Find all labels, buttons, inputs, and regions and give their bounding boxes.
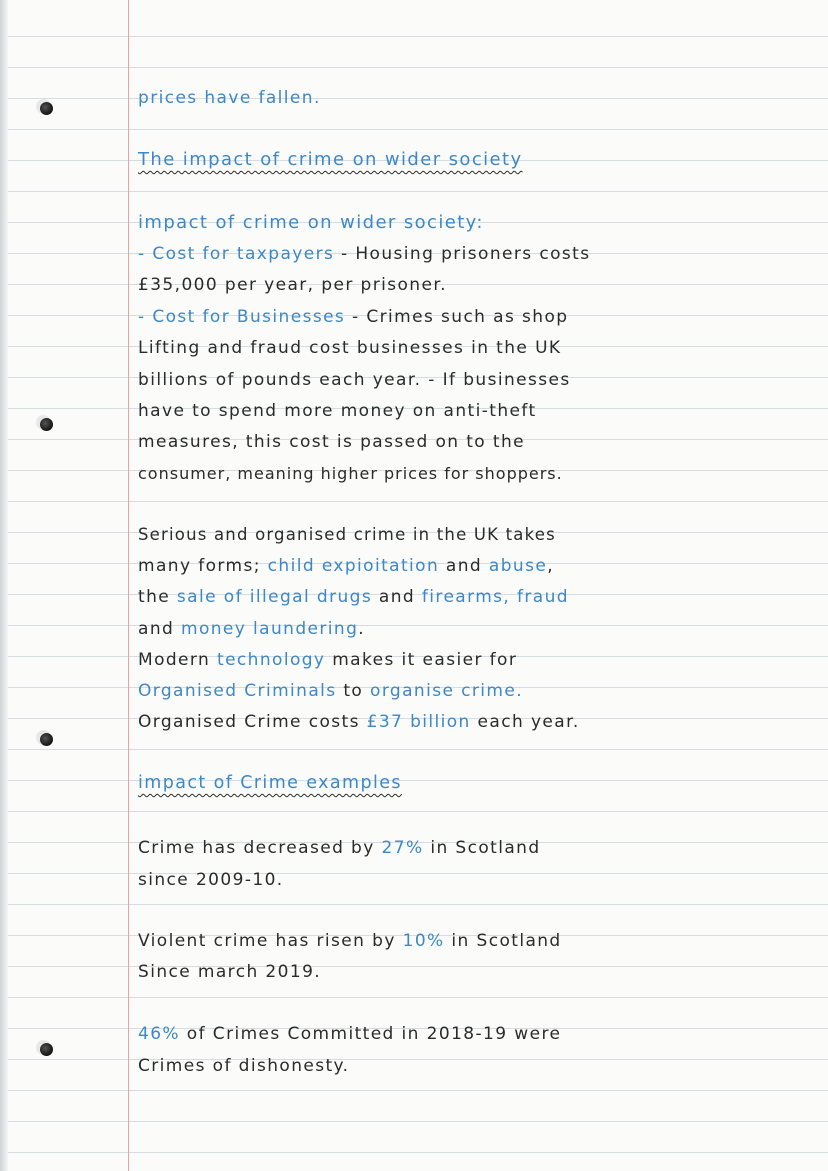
note-line: [138, 432, 525, 452]
punch-hole-1: [40, 102, 53, 115]
text-run: the: [138, 587, 177, 607]
note-line: [138, 587, 569, 607]
note-line: [138, 619, 365, 639]
text-run: billions of pounds each year. - If businesses: [138, 370, 571, 390]
text-run: consumer, meaning higher prices for shoppers.: [138, 464, 563, 483]
text-run: Crimes of dishonesty.: [138, 1056, 350, 1076]
text-run: 10%: [402, 931, 445, 951]
note-line: [138, 650, 517, 670]
note-line: [138, 307, 568, 327]
text-run: £37 billion: [366, 712, 471, 732]
text-run: Serious and organised crime in the UK takes: [138, 525, 556, 544]
text-run: Violent crime has risen by: [138, 931, 403, 951]
punch-hole-4: [40, 1043, 53, 1056]
text-run: sale of: [176, 587, 243, 607]
note-line: [138, 525, 556, 545]
note-line: [138, 88, 321, 108]
text-run: 46%: [138, 1024, 180, 1044]
subheading: [138, 213, 484, 233]
margin-line: [128, 0, 129, 1171]
text-run: ,: [547, 556, 555, 576]
text-run: prices have fallen.: [138, 88, 321, 108]
text-run: - Crimes such as shop: [345, 307, 569, 327]
note-line: [138, 712, 580, 732]
note-line: [138, 962, 321, 982]
note-line: [138, 1056, 349, 1076]
text-run: Organised Criminals: [138, 681, 337, 701]
text-run: .: [358, 619, 366, 639]
heading-text: impact of Crime examples: [138, 773, 402, 793]
text-run: Lifting and fraud cost businesses in the UK: [138, 338, 562, 358]
text-run: since 2009-10.: [138, 870, 284, 890]
text-run: - Housing prisoners costs: [334, 244, 591, 264]
text-run: impact of crime on wider society:: [138, 212, 484, 233]
text-run: measures, this cost is passed on to the: [138, 432, 526, 452]
punch-hole-3: [40, 733, 53, 746]
text-run: Since march 2019.: [138, 962, 322, 982]
text-run: Modern: [138, 650, 217, 670]
note-line: [138, 931, 562, 951]
text-run: of Crimes Committed in 2018-19 were: [180, 1024, 562, 1044]
note-line: [138, 370, 571, 390]
text-run: 27%: [381, 838, 424, 858]
text-run: and: [372, 587, 422, 607]
note-line: [138, 556, 554, 576]
text-run: - Cost for taxpayers: [138, 244, 335, 264]
page-left-edge: [0, 0, 8, 1171]
note-line: [138, 401, 537, 421]
section-heading: [138, 150, 523, 170]
text-run: each year.: [470, 712, 580, 732]
text-run: abuse: [488, 556, 548, 576]
text-run: in Scotland: [444, 931, 562, 951]
heading-text: The impact of crime on wider society: [138, 149, 523, 170]
note-line: [138, 464, 563, 484]
text-run: child expioitation: [267, 556, 440, 576]
text-run: many forms;: [138, 556, 268, 576]
note-line: [138, 1024, 561, 1044]
note-line: [138, 870, 284, 890]
text-run: £35,000 per year, per prisoner.: [138, 275, 447, 295]
text-run: - Cost for Businesses: [138, 307, 346, 327]
text-run: illegal drugs: [242, 587, 373, 607]
text-run: organise crime.: [370, 681, 524, 701]
text-run: money laundering: [181, 619, 359, 639]
section-heading: [138, 773, 402, 793]
note-line: [138, 244, 590, 264]
note-line: [138, 838, 541, 858]
text-run: Organised Crime costs: [138, 712, 367, 732]
note-line: [138, 275, 447, 295]
text-run: in Scotland: [423, 838, 541, 858]
note-line: [138, 338, 561, 358]
text-run: and: [439, 556, 489, 576]
text-run: technology: [217, 650, 326, 670]
punch-hole-2: [40, 418, 53, 431]
text-run: to: [336, 681, 371, 701]
text-run: have to spend more money on anti-theft: [138, 401, 537, 421]
text-run: firearms, fraud: [421, 587, 569, 607]
text-run: Crime has decreased by: [138, 838, 382, 858]
text-run: and: [138, 619, 181, 639]
text-run: makes it easier for: [325, 650, 518, 670]
note-line: [138, 681, 523, 701]
